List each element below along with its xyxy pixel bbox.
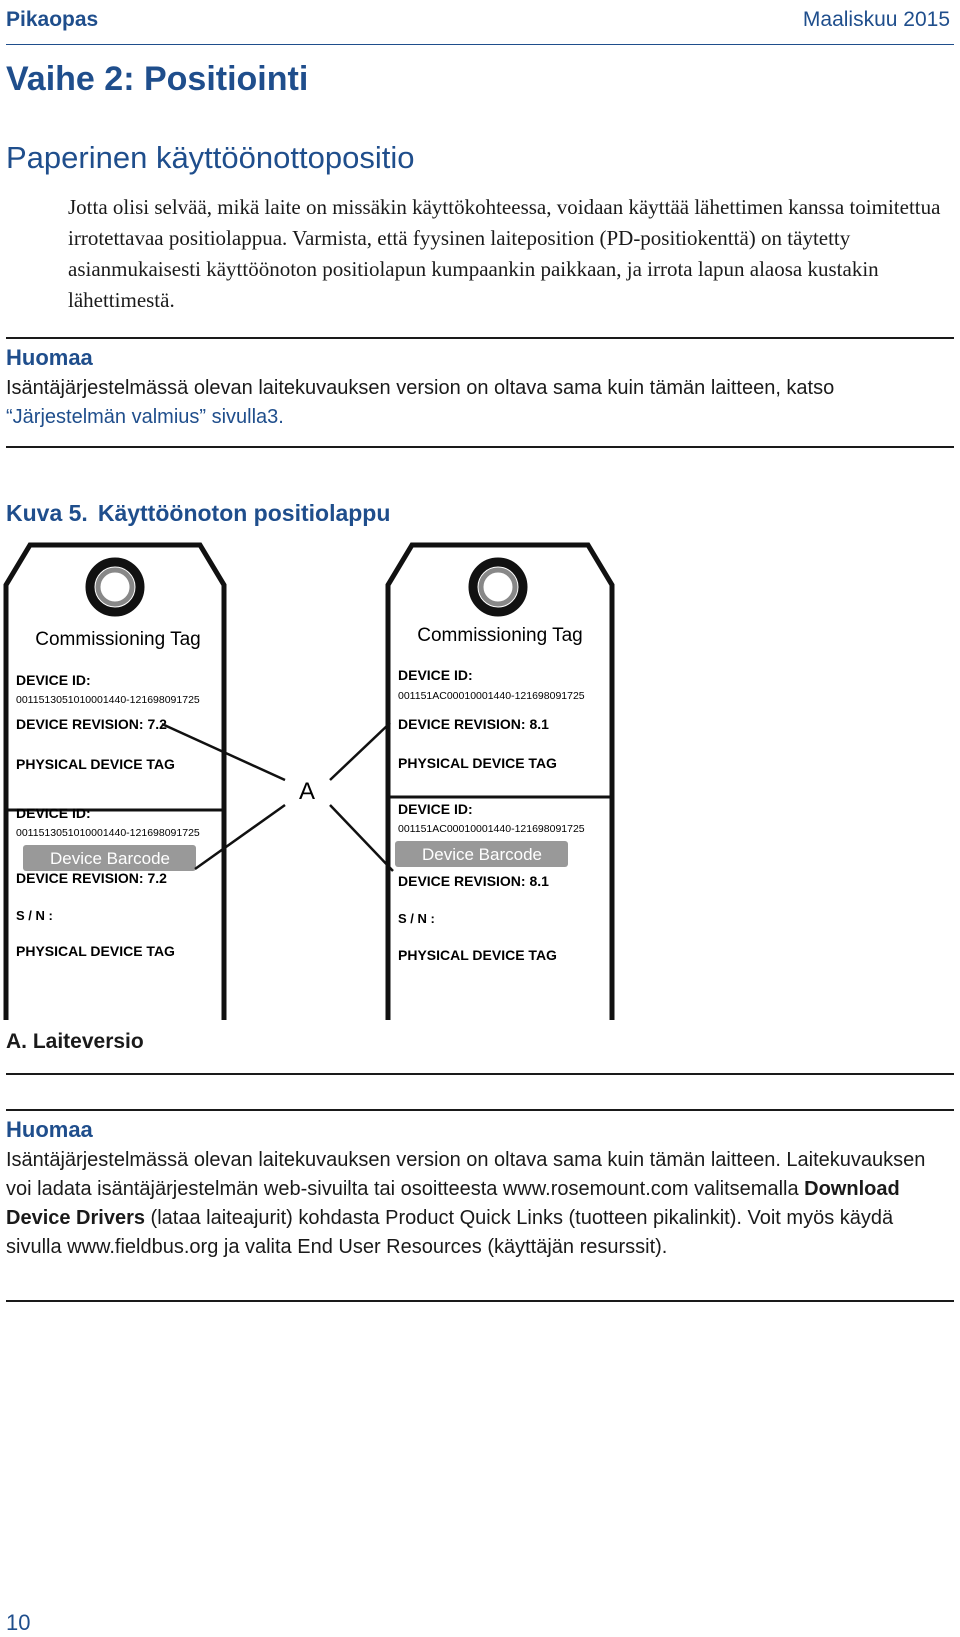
figure-title-text: Käyttöönoton positiolappu [97, 500, 391, 526]
tag-device-id-label: DEVICE ID: [398, 667, 473, 683]
figure-number: Kuva 5. [6, 500, 88, 526]
tag-device-revision: DEVICE REVISION: 7.2 [16, 716, 167, 732]
note1-link[interactable]: “Järjestelmän valmius” sivulla3. [6, 406, 284, 428]
tag-device-id-2: 001151AC00010001440-121698091725 [398, 823, 585, 835]
section-title: Paperinen käyttöönottopositio [6, 140, 415, 175]
tag-pd-tag-2: PHYSICAL DEVICE TAG [398, 947, 557, 963]
barcode-label: Device Barcode [421, 845, 543, 864]
tag-heading: Commissioning Tag [417, 625, 583, 646]
tag-heading: Commissioning Tag [35, 629, 201, 650]
note1-title: Huomaa [6, 345, 93, 370]
header-doc-type: Pikaopas [6, 8, 99, 31]
note2-body-a: Isäntäjärjestelmässä olevan laitekuvauksen version on oltava sama kuin tämän laitteen. Laitekuvauksen voi ladata isäntäjärjestelmän web-sivuilta tai osoitteesta www.rosemount.com valitsemalla [6, 1149, 926, 1200]
commissioning-tag-figure [0, 535, 960, 1030]
note2-text [6, 1146, 946, 1262]
tag-device-id-label: DEVICE ID: [16, 672, 91, 688]
note2-title: Huomaa [6, 1117, 93, 1142]
commissioning-tag-right [388, 545, 612, 1020]
header-divider [6, 44, 954, 45]
tag-pd-tag: PHYSICAL DEVICE TAG [16, 756, 175, 772]
note1-body: Isäntäjärjestelmässä olevan laitekuvauksen version on oltava sama kuin tämän laitteen, katso [6, 377, 835, 399]
tag-pd-tag-2: PHYSICAL DEVICE TAG [16, 943, 175, 959]
note2-bottom-rule [6, 1300, 954, 1302]
tag-device-id: 0011513051010001440-121698091725 [16, 694, 200, 706]
callout-leader-line [330, 805, 393, 871]
tag-serial-number: S / N : [16, 908, 53, 923]
page-title: Vaihe 2: Positiointi [6, 60, 309, 98]
page-number: 10 [6, 1610, 31, 1635]
figure-title [6, 500, 390, 527]
tag-device-id: 001151AC00010001440-121698091725 [398, 690, 585, 702]
figure-caption: A. Laiteversio [6, 1030, 144, 1053]
callout-leader-line [330, 723, 390, 780]
callout-leader-line [195, 805, 285, 869]
tag-device-id-2: 0011513051010001440-121698091725 [16, 827, 200, 839]
tag-device-id-label-2: DEVICE ID: [16, 805, 91, 821]
note2-bold: Download Device Drivers [6, 1178, 900, 1229]
callout-a [162, 723, 393, 871]
callout-letter: A [298, 778, 316, 805]
header-date: Maaliskuu 2015 [802, 8, 950, 31]
figure-bottom-rule [6, 1073, 954, 1075]
body-paragraph: Jotta olisi selvää, mikä laite on missäkin käyttökohteessa, voidaan käyttää lähettimen kanssa toimitettua irrotettavaa positiolappua. Varmista, että fyysinen laiteposition (PD-positiokenttä) on täytetty asianmukaisesti käyttöönoton positiolapun kumpaankin paikkaan, ja irrota lapun alaosa kustakin lähettimestä. [68, 195, 941, 312]
note2-top-rule [6, 1109, 954, 1111]
tag-serial-number: S / N : [398, 911, 435, 926]
barcode-label: Device Barcode [49, 849, 171, 868]
note1-bottom-rule [6, 446, 954, 448]
tag-device-revision-2: DEVICE REVISION: 8.1 [398, 873, 549, 889]
tag-device-revision: DEVICE REVISION: 8.1 [398, 716, 549, 732]
note1-text [6, 374, 946, 432]
tag-device-revision-2: DEVICE REVISION: 7.2 [16, 870, 167, 886]
commissioning-tag-left [6, 545, 224, 1020]
note2-body-b: (lataa laiteajurit) kohdasta Product Quick Links (tuotteen pikalinkit). Voit myös käydä sivulla www.fieldbus.org ja valita End User Resources (käyttäjän resurssit). [6, 1207, 894, 1258]
tag-device-id-label-2: DEVICE ID: [398, 801, 473, 817]
note1-top-rule [6, 337, 954, 339]
tag-pd-tag: PHYSICAL DEVICE TAG [398, 755, 557, 771]
